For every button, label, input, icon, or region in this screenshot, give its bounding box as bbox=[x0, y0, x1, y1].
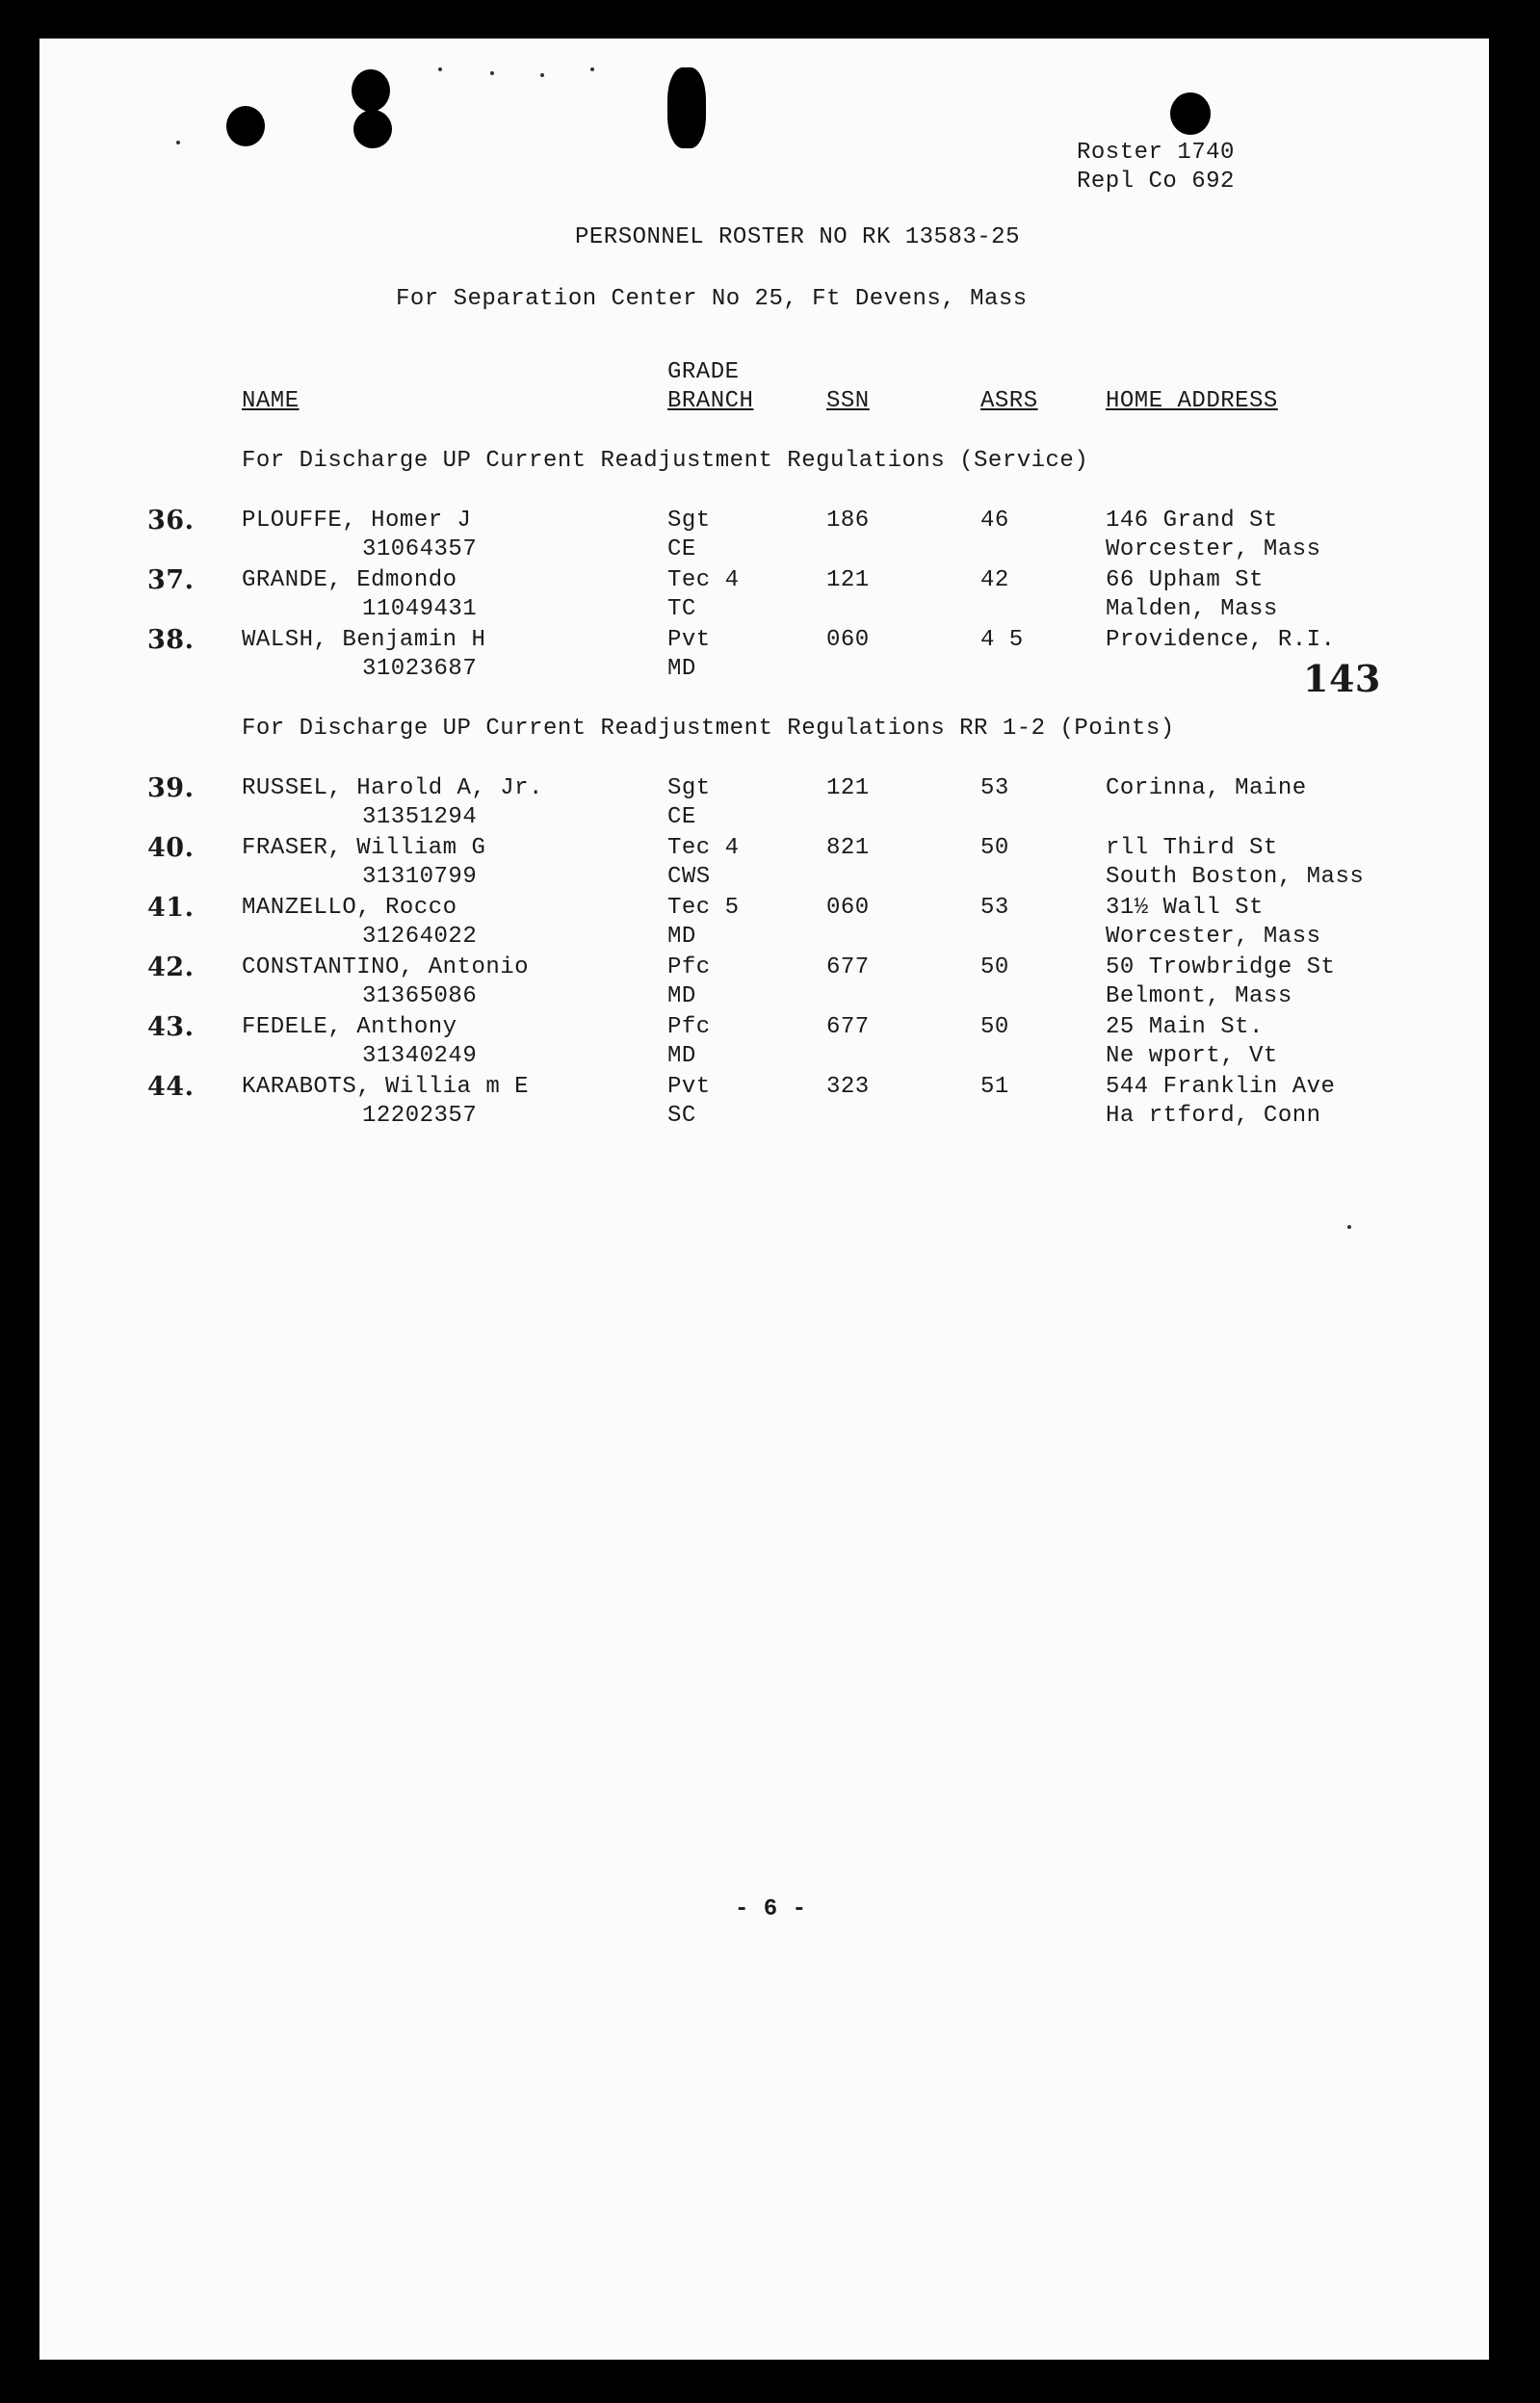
soldier-name: KARABOTS, Willia m E bbox=[242, 1074, 530, 1100]
punch-hole bbox=[353, 110, 392, 148]
entry-number: 39. bbox=[147, 773, 195, 803]
grade: Sgt bbox=[667, 508, 711, 534]
column-header-asrs: ASRS bbox=[980, 388, 1038, 414]
grade: Sgt bbox=[667, 775, 711, 801]
serial-number: 31023687 bbox=[362, 656, 478, 682]
ssn: 060 bbox=[826, 895, 870, 921]
punch-hole bbox=[226, 106, 265, 146]
branch: CE bbox=[667, 536, 696, 562]
column-header-branch: BRANCH bbox=[667, 388, 754, 414]
grade: Pvt bbox=[667, 627, 711, 653]
grade: Tec 4 bbox=[667, 835, 740, 861]
entry-number: 38. bbox=[147, 625, 195, 655]
replacement-company: Repl Co 692 bbox=[1077, 169, 1235, 195]
ssn: 323 bbox=[826, 1074, 870, 1100]
serial-number: 11049431 bbox=[362, 596, 478, 622]
asrs-score: 51 bbox=[980, 1074, 1009, 1100]
speck bbox=[438, 67, 442, 71]
serial-number: 31340249 bbox=[362, 1043, 478, 1069]
grade: Tec 5 bbox=[667, 895, 740, 921]
serial-number: 31064357 bbox=[362, 536, 478, 562]
address-line-2: Ha rtford, Conn bbox=[1106, 1103, 1321, 1129]
address-line-2: Ne wport, Vt bbox=[1106, 1043, 1278, 1069]
document-page bbox=[39, 39, 1489, 2360]
ssn: 677 bbox=[826, 954, 870, 980]
soldier-name: FRASER, William G bbox=[242, 835, 486, 861]
address-line-1: 25 Main St. bbox=[1106, 1014, 1264, 1040]
roster-number: Roster 1740 bbox=[1077, 140, 1235, 166]
document-title: PERSONNEL ROSTER NO RK 13583-25 bbox=[575, 224, 1020, 250]
ssn: 821 bbox=[826, 835, 870, 861]
speck bbox=[590, 67, 594, 71]
address-line-1: Corinna, Maine bbox=[1106, 775, 1307, 801]
soldier-name: GRANDE, Edmondo bbox=[242, 567, 457, 593]
speck bbox=[176, 141, 180, 144]
asrs-score: 53 bbox=[980, 775, 1009, 801]
soldier-name: PLOUFFE, Homer J bbox=[242, 508, 472, 534]
asrs-score: 50 bbox=[980, 954, 1009, 980]
section-heading-points: For Discharge UP Current Readjustment Regulations RR 1-2 (Points) bbox=[242, 716, 1175, 742]
address-line-2: South Boston, Mass bbox=[1106, 864, 1365, 890]
address-line-2: Worcester, Mass bbox=[1106, 536, 1321, 562]
entry-number: 42. bbox=[147, 953, 195, 982]
grade: Pfc bbox=[667, 1014, 711, 1040]
soldier-name: RUSSEL, Harold A, Jr. bbox=[242, 775, 543, 801]
address-line-1: 31½ Wall St bbox=[1106, 895, 1264, 921]
address-line-1: Providence, R.I. bbox=[1106, 627, 1336, 653]
branch: SC bbox=[667, 1103, 696, 1129]
address-line-1: 66 Upham St bbox=[1106, 567, 1264, 593]
ssn: 060 bbox=[826, 627, 870, 653]
branch: TC bbox=[667, 596, 696, 622]
asrs-score: 50 bbox=[980, 835, 1009, 861]
branch: MD bbox=[667, 983, 696, 1009]
serial-number: 12202357 bbox=[362, 1103, 478, 1129]
ssn: 121 bbox=[826, 567, 870, 593]
speck bbox=[540, 73, 544, 77]
entry-number: 44. bbox=[147, 1072, 195, 1102]
serial-number: 31351294 bbox=[362, 804, 478, 830]
speck bbox=[1347, 1225, 1351, 1229]
asrs-score: 42 bbox=[980, 567, 1009, 593]
address-line-1: 50 Trowbridge St bbox=[1106, 954, 1336, 980]
branch: MD bbox=[667, 924, 696, 950]
asrs-score: 53 bbox=[980, 895, 1009, 921]
asrs-score: 50 bbox=[980, 1014, 1009, 1040]
punch-hole bbox=[352, 69, 390, 112]
branch: CWS bbox=[667, 864, 711, 890]
section-heading-service: For Discharge UP Current Readjustment Regulations (Service) bbox=[242, 448, 1089, 474]
address-line-2: Belmont, Mass bbox=[1106, 983, 1292, 1009]
grade: Pvt bbox=[667, 1074, 711, 1100]
entry-number: 36. bbox=[147, 506, 195, 535]
address-line-1: 146 Grand St bbox=[1106, 508, 1278, 534]
entry-number: 37. bbox=[147, 565, 195, 595]
serial-number: 31264022 bbox=[362, 924, 478, 950]
soldier-name: FEDELE, Anthony bbox=[242, 1014, 457, 1040]
ssn: 677 bbox=[826, 1014, 870, 1040]
address-line-2: Malden, Mass bbox=[1106, 596, 1278, 622]
soldier-name: MANZELLO, Rocco bbox=[242, 895, 457, 921]
entry-number: 41. bbox=[147, 893, 195, 923]
entry-number: 40. bbox=[147, 833, 195, 863]
column-header-grade: GRADE bbox=[667, 359, 740, 385]
column-header-name: NAME bbox=[242, 388, 300, 414]
branch: CE bbox=[667, 804, 696, 830]
branch: MD bbox=[667, 1043, 696, 1069]
address-line-1: 544 Franklin Ave bbox=[1106, 1074, 1336, 1100]
asrs-score: 46 bbox=[980, 508, 1009, 534]
column-header-address: HOME ADDRESS bbox=[1106, 388, 1278, 414]
punch-hole bbox=[1170, 92, 1211, 135]
document-subtitle: For Separation Center No 25, Ft Devens, Mass bbox=[396, 286, 1028, 312]
ssn: 121 bbox=[826, 775, 870, 801]
column-header-ssn: SSN bbox=[826, 388, 870, 414]
soldier-name: CONSTANTINO, Antonio bbox=[242, 954, 530, 980]
grade: Pfc bbox=[667, 954, 711, 980]
grade: Tec 4 bbox=[667, 567, 740, 593]
branch: MD bbox=[667, 656, 696, 682]
punch-hole bbox=[667, 67, 706, 148]
soldier-name: WALSH, Benjamin H bbox=[242, 627, 486, 653]
stamp-number: 143 bbox=[1303, 657, 1381, 700]
address-line-1: rll Third St bbox=[1106, 835, 1278, 861]
asrs-score: 4 5 bbox=[980, 627, 1024, 653]
serial-number: 31365086 bbox=[362, 983, 478, 1009]
serial-number: 31310799 bbox=[362, 864, 478, 890]
speck bbox=[490, 71, 494, 75]
ssn: 186 bbox=[826, 508, 870, 534]
entry-number: 43. bbox=[147, 1012, 195, 1042]
page-number: - 6 - bbox=[735, 1896, 807, 1922]
address-line-2: Worcester, Mass bbox=[1106, 924, 1321, 950]
